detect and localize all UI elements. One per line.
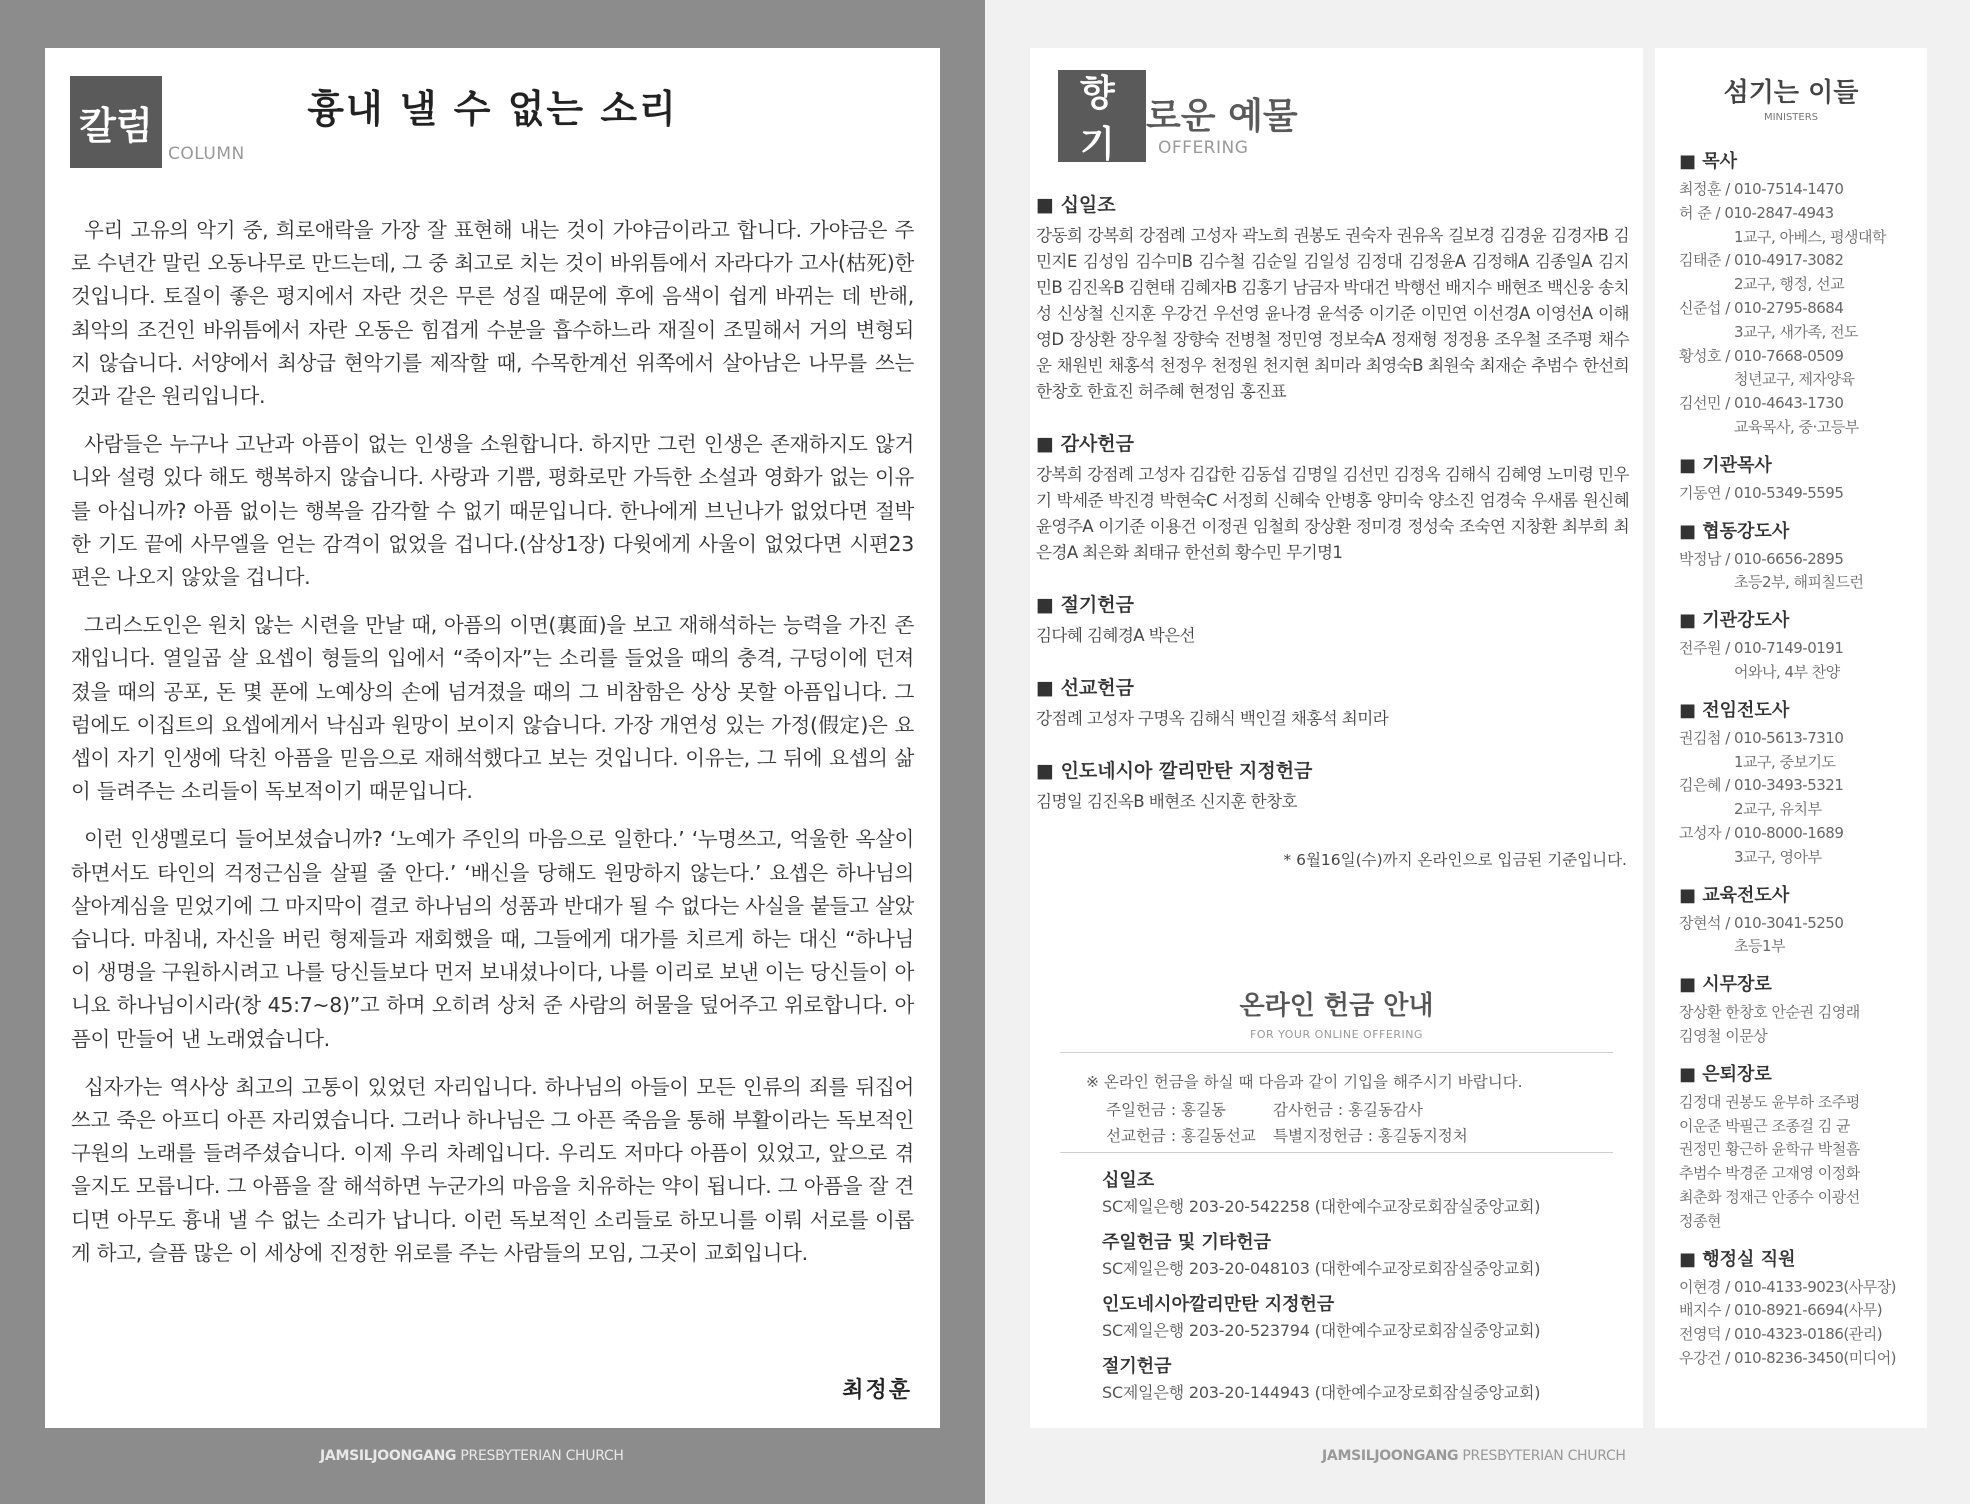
ministers-list bbox=[1679, 136, 1919, 1371]
offering-section-names: 김다혜 김혜경A 박은선 bbox=[1036, 626, 1195, 645]
online-example: 주일헌금 : 홍길동 bbox=[1106, 1101, 1226, 1119]
ministers-group-title: ■ 시무장로 bbox=[1679, 974, 1772, 996]
minister-role: 3교구, 영아부 bbox=[1734, 847, 1822, 866]
offering-section-names: 김명일 김진옥B 배현조 신지훈 한창호 bbox=[1036, 792, 1297, 811]
ministers-group-title: ■ 교육전도사 bbox=[1679, 884, 1790, 906]
offering-section-title: ■ 인도네시아 깔리만탄 지정헌금 bbox=[1036, 760, 1313, 782]
minister-contact: 전주원 / 010-7149-0191 bbox=[1679, 639, 1844, 658]
account-title: 주일헌금 및 기타헌금 bbox=[1102, 1232, 1272, 1253]
minister-role: 1교구, 아베스, 평생대학 bbox=[1734, 227, 1887, 246]
ministers-group-title: ■ 은퇴장로 bbox=[1679, 1063, 1772, 1085]
footer-church-name: JAMSILJOONGANG PRESBYTERIAN CHURCH bbox=[320, 1448, 624, 1464]
ministers-subtitle: MINISTERS bbox=[1763, 112, 1819, 123]
ministers-group-title: ■ 기관강도사 bbox=[1679, 610, 1790, 632]
ministers-group-title: ■ 기관목사 bbox=[1679, 454, 1772, 476]
online-offering-intro: ※ 온라인 헌금을 하실 때 다음과 같이 기입을 해주시기 바랍니다. bbox=[1086, 1073, 1523, 1091]
offering-section-title: ■ 감사헌금 bbox=[1036, 433, 1134, 455]
minister-contact: 전영덕 / 010-4323-0186(관리) bbox=[1679, 1325, 1883, 1344]
offering-section bbox=[1036, 673, 1629, 732]
online-example: 선교헌금 : 홍길동선교 bbox=[1106, 1127, 1256, 1145]
minister-contact: 정종현 bbox=[1679, 1211, 1721, 1230]
minister-contact: 권김첨 / 010-5613-7310 bbox=[1679, 728, 1844, 747]
footer-church-name: JAMSILJOONGANG PRESBYTERIAN CHURCH bbox=[1322, 1448, 1626, 1464]
minister-role: 2교구, 유치부 bbox=[1734, 800, 1822, 819]
divider bbox=[1060, 1152, 1613, 1153]
minister-contact: 이운준 박필근 조종걸 김 균 bbox=[1679, 1116, 1850, 1135]
account-number: SC제일은행 203-20-542258 (대한예수교장로회잠실중앙교회) bbox=[1102, 1197, 1541, 1216]
minister-contact: 최춘화 정재근 안종수 이광선 bbox=[1679, 1187, 1860, 1206]
minister-role: 어와나, 4부 찬양 bbox=[1734, 662, 1840, 681]
minister-contact: 김선민 / 010-4643-1730 bbox=[1679, 394, 1844, 413]
offering-section bbox=[1036, 190, 1629, 405]
column-title: 흉내 낼 수 없는 소리 bbox=[307, 87, 678, 131]
minister-contact: 권정민 황근하 윤학규 박철흠 bbox=[1679, 1140, 1860, 1159]
minister-contact: 배지수 / 010-8921-6694(사무) bbox=[1679, 1301, 1883, 1320]
minister-role: 청년교구, 제자양육 bbox=[1734, 370, 1855, 389]
offering-badge-subtitle: OFFERING bbox=[1158, 138, 1249, 158]
minister-contact: 박정남 / 010-6656-2895 bbox=[1679, 549, 1844, 568]
offering-section-title: ■ 십일조 bbox=[1036, 194, 1116, 216]
minister-contact: 장현석 / 010-3041-5250 bbox=[1679, 913, 1844, 932]
online-example: 감사헌금 : 홍길동감사 bbox=[1273, 1101, 1423, 1119]
column-paragraph: 사람들은 누구나 고난과 아픔이 없는 인생을 소원합니다. 하지만 그런 인생은 존재하지도 않거니와 설령 있다 해도 행복하지 않습니다. 사랑과 기쁨, 평화로만 가득한 소설과 영화가 없는 이유를 아십니까? 아픔 없이는 행복을 감각할 수 없기 때문입니다. 한나에게 브닌나가 없었다면 절박한 기도 끝에 사무엘을 얻는 감격이 없었을 겁니다.(삼상1장) 다윗에게 사울이 없었다면 시편23편은 나오지 않았을 겁니다. bbox=[71, 432, 914, 590]
offering-badge: 향기 bbox=[1058, 70, 1146, 162]
minister-contact: 김정대 권봉도 윤부하 조주평 bbox=[1679, 1092, 1860, 1111]
online-offering-title: 온라인 헌금 안내 bbox=[1239, 991, 1434, 1021]
minister-contact: 추범수 박경준 고재영 이정화 bbox=[1679, 1164, 1860, 1183]
column-badge-subtitle: COLUMN bbox=[168, 144, 245, 164]
account-number: SC제일은행 203-20-048103 (대한예수교장로회잠실중앙교회) bbox=[1102, 1259, 1541, 1278]
offering-section bbox=[1036, 590, 1629, 649]
offering-section-names: 강복희 강점례 고성자 김갑한 김동섭 김명일 김선민 김정옥 김해식 김혜영 노미령 민우기 박세준 박진경 박현숙C 서정희 신혜숙 안병홍 양미숙 양소진 엄경숙 우새롬 원신혜 윤영주A 이기준 이용건 이정권 임철희 장상환 정미경 정성숙 조숙연 지창환 최부희 최은경A 최은화 최태규 한선희 황수민 무기명1 bbox=[1036, 465, 1629, 562]
minister-contact: 우강건 / 010-8236-3450(미디어) bbox=[1679, 1348, 1897, 1367]
column-badge: 칼럼 bbox=[70, 76, 162, 168]
account-title: 절기헌금 bbox=[1102, 1356, 1172, 1377]
minister-role: 초등1부 bbox=[1734, 937, 1786, 956]
column-body bbox=[71, 214, 914, 1285]
ministers-group-title: ■ 행정실 직원 bbox=[1679, 1248, 1796, 1270]
minister-role: 2교구, 행정, 선교 bbox=[1734, 275, 1845, 294]
offering-section-title: ■ 선교헌금 bbox=[1036, 677, 1134, 699]
account-title: 십일조 bbox=[1102, 1170, 1155, 1191]
account-number: SC제일은행 203-20-523794 (대한예수교장로회잠실중앙교회) bbox=[1102, 1321, 1541, 1340]
ministers-group-title: ■ 협동강도사 bbox=[1679, 520, 1790, 542]
ministers-group-title: ■ 목사 bbox=[1679, 151, 1738, 172]
offering-section bbox=[1036, 756, 1629, 815]
minister-contact: 김태준 / 010-4917-3082 bbox=[1679, 251, 1844, 270]
minister-role: 교육목사, 중·고등부 bbox=[1734, 417, 1859, 436]
minister-contact: 최정훈 / 010-7514-1470 bbox=[1679, 180, 1844, 198]
offering-section bbox=[1036, 429, 1629, 566]
offering-title: 로운 예물 bbox=[1146, 96, 1298, 137]
offering-section-title: ■ 절기헌금 bbox=[1036, 594, 1134, 616]
ministers-panel bbox=[1655, 48, 1927, 1428]
online-offering-subtitle: FOR YOUR ONLINE OFFERING bbox=[1250, 1028, 1423, 1041]
minister-contact: 장상환 한창호 안순권 김영래 bbox=[1679, 1003, 1860, 1022]
minister-contact: 신준섭 / 010-2795-8684 bbox=[1679, 298, 1844, 317]
minister-role: 3교구, 새가족, 전도 bbox=[1734, 322, 1859, 341]
column-panel bbox=[45, 48, 940, 1428]
minister-contact: 기동연 / 010-5349-5595 bbox=[1679, 483, 1844, 502]
ministers-title: 섬기는 이들 bbox=[1723, 78, 1859, 108]
offering-sections bbox=[1036, 190, 1629, 839]
minister-contact: 고성자 / 010-8000-1689 bbox=[1679, 823, 1844, 842]
offering-panel bbox=[1030, 48, 1643, 1428]
minister-contact: 허 준 / 010-2847-4943 bbox=[1679, 203, 1834, 222]
minister-contact: 김은혜 / 010-3493-5321 bbox=[1679, 776, 1844, 795]
minister-role: 초등2부, 해피칠드런 bbox=[1734, 573, 1864, 592]
column-paragraph: 십자가는 역사상 최고의 고통이 있었던 자리입니다. 하나님의 아들이 모든 인류의 죄를 뒤집어쓰고 죽은 아프디 아픈 자리였습니다. 그러나 하나님은 그 아픈 죽음을 통해 부활이라는 독보적인 구원의 노래를 들려주셨습니다. 이제 우리 차례입니다. 우리도 저마다 아픔이 있었고, 앞으로 겪을지도 모릅니다. 그 아픔을 잘 해석하면 누군가의 마음을 치유하는 약이 됩니다. 그 아픔을 잘 견디면 아무도 흉내 낼 수 없는 소리가 납니다. 이런 독보적인 소리들로 하모니를 이뤄 서로를 이롭게 하고, 슬픔 많은 이 세상에 진정한 위로를 주는 사람들의 모임, 그곳이 교회입니다. bbox=[71, 1074, 914, 1265]
online-example: 특별지정헌금 : 홍길동지정처 bbox=[1273, 1127, 1468, 1145]
account-title: 인도네시아깔리만탄 지정헌금 bbox=[1102, 1294, 1335, 1315]
column-paragraph: 우리 고유의 악기 중, 희로애락을 가장 잘 표현해 내는 것이 가야금이라고 합니다. 가야금은 주로 수년간 말린 오동나무로 만드는데, 그 중 최고로 치는 것이 바위틈에서 자라다가 고사(枯死)한 것입니다. 토질이 좋은 평지에서 자란 것은 무른 성질 때문에 후에 음색이 쉽게 바뀌는 데 반해, 최악의 조건인 바위틈에서 자란 오동은 힘겹게 수분을 흡수하느라 재질이 조밀해서 거의 변형되지 않습니다. 서양에서 최상급 현악기를 제작할 때, 수목한계선 위쪽에서 살아남은 나무를 쓰는 것과 같은 원리입니다. bbox=[71, 218, 914, 409]
divider bbox=[1060, 1052, 1613, 1053]
offering-note: * 6월16일(수)까지 온라인으로 입금된 기준입니다. bbox=[1283, 851, 1627, 869]
offering-section-names: 강점례 고성자 구명옥 김해식 백인걸 채홍석 최미라 bbox=[1036, 709, 1389, 728]
minister-role: 1교구, 중보기도 bbox=[1734, 752, 1836, 771]
offering-section-names: 강동희 강복희 강점례 고성자 곽노희 권봉도 권숙자 권유옥 길보경 김경윤 김경자B 김민지E 김성임 김수미B 김수철 김순일 김일성 김정대 김정윤A 김정해A 김종일A 김지민B 김진옥B 김현태 김혜자B 김홍기 남금자 박대건 박행선 배지수 배현조 백신웅 송치성 신상철 신지훈 우강건 우선영 윤나경 윤석중 이기준 이민연 이선경A 이영선A 이해영D 장상환 장우철 장향숙 전병철 정민영 정보숙A 정재형 정정용 조우철 조주평 채수운 채원빈 채홍석 천정우 천정원 천지현 최미라 최영숙B 최원숙 최재순 추범수 한선희 한창호 한효진 허주혜 현정임 홍진표 bbox=[1036, 226, 1629, 401]
minister-contact: 황성호 / 010-7668-0509 bbox=[1679, 346, 1844, 365]
minister-contact: 김영철 이문상 bbox=[1679, 1026, 1768, 1045]
column-author: 최정훈 bbox=[842, 1377, 912, 1403]
account-number: SC제일은행 203-20-144943 (대한예수교장로회잠실중앙교회) bbox=[1102, 1383, 1541, 1402]
column-paragraph: 그리스도인은 원치 않는 시련을 만날 때, 아픔의 이면(裏面)을 보고 재해석하는 능력을 가진 존재입니다. 열일곱 살 요셉이 형들의 입에서 “죽이자”는 소리를 들었을 때의 충격, 구덩이에 던져졌을 때의 공포, 돈 몇 푼에 노예상의 손에 넘겨졌을 때의 그 비참함은 상상 못할 아픔입니다. 그럼에도 이집트의 요셉에게서 낙심과 원망이 보이지 않습니다. 가장 개연성 있는 가정(假定)은 요셉이 자기 인생에 닥친 아픔을 믿음으로 재해석했다고 보는 것입니다. 이유는, 그 뒤에 요셉의 삶이 들려주는 소리들이 독보적이기 때문입니다. bbox=[71, 613, 914, 804]
ministers-group-title: ■ 전임전도사 bbox=[1679, 699, 1790, 721]
minister-contact: 이현경 / 010-4133-9023(사무장) bbox=[1679, 1277, 1897, 1296]
column-paragraph: 이런 인생멜로디 들어보셨습니까? ‘노예가 주인의 마음으로 일한다.’ ‘누명쓰고, 억울한 옥살이 하면서도 타인의 걱정근심을 살필 줄 안다.’ ‘배신을 당해도 원망하지 않는다.’ 요셉은 하나님의 살아계심을 믿었기에 그 마지막이 결코 하나님의 성품과 반대가 될 수 없다는 사실을 붙들고 살았습니다. 마침내, 자신을 버린 형제들과 재회했을 때, 그들에게 대가를 치르게 하는 대신 “하나님이 생명을 구원하시려고 나를 당신들보다 먼저 보내셨나이다, 나를 이리로 보낸 이는 당신들이 아니요 하나님이시라(창 45:7~8)”고 하며 오히려 상처 준 사람의 허물을 덮어주고 위로합니다. 아픔이 만들어 낸 노래였습니다. bbox=[71, 827, 914, 1051]
